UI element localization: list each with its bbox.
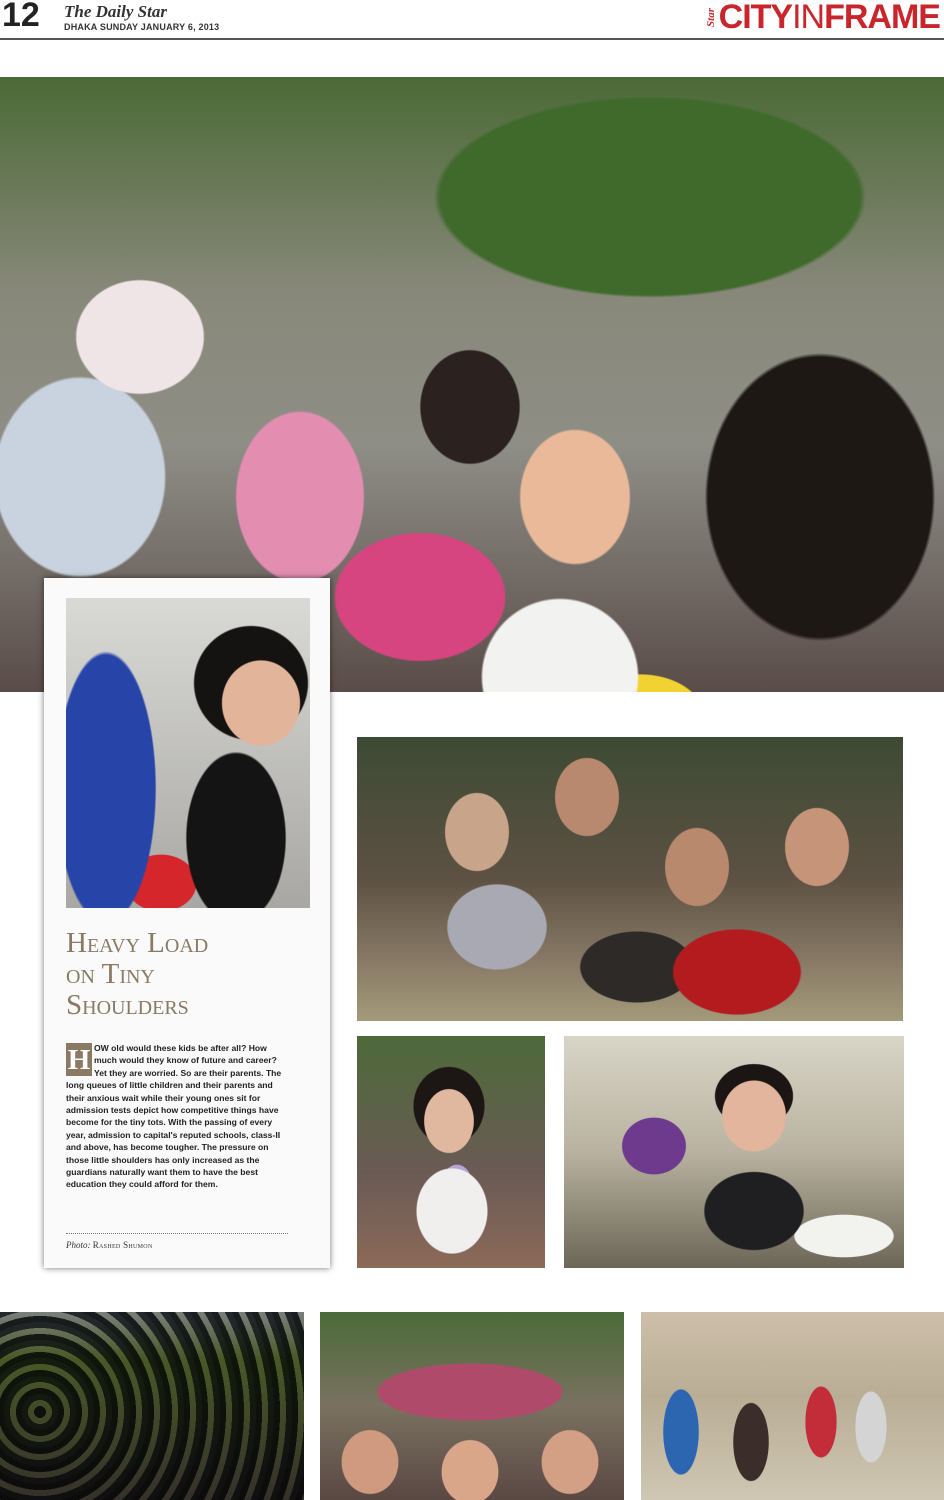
- photo-credit: [66, 1240, 153, 1250]
- story-headline: [66, 928, 306, 1021]
- dotted-divider: [66, 1233, 288, 1234]
- photo-crowd-outside-school: [0, 1312, 304, 1500]
- headline-line-3: Shoulders: [66, 989, 189, 1021]
- section-title-city: CITY: [718, 0, 793, 36]
- drop-cap: H: [67, 1044, 91, 1076]
- photo-anxious-parents: [357, 737, 903, 1021]
- story-body-text: OW old would these kids be after all? How much would they know of future and career? Yet they are worried. So are their parents. The long queues of little children and their parents and their anxious wait while their young ones sit for admission tests depict how competitive things have become for the tiny tots. With the passing of every year, admission to capital's reputed schools, class-II and above, has become tougher. The pressure on those little shoulders has only increased as the guardians naturally want them to have the best education they could afford for them.: [66, 1043, 282, 1190]
- dateline: DHAKA SUNDAY JANUARY 6, 2013: [64, 22, 220, 32]
- section-title-frame: FRAME: [824, 0, 940, 36]
- photo-classroom-exam: [564, 1036, 904, 1268]
- photo-street-guardians: [641, 1312, 944, 1500]
- section-star-logo: Star: [704, 8, 717, 27]
- story-body: [66, 1042, 288, 1191]
- photo-credit-label: Photo:: [66, 1240, 91, 1250]
- photo-credit-name: Rashed Shumon: [92, 1240, 153, 1250]
- headline-line-2: on Tiny: [66, 958, 155, 990]
- page-number: 12: [2, 0, 40, 34]
- photo-children-queue: [320, 1312, 624, 1500]
- photo-girl-with-guardian: [66, 598, 310, 908]
- header-rule: [0, 38, 944, 40]
- masthead: The Daily Star: [64, 2, 167, 21]
- photo-girl-with-book: [357, 1036, 545, 1268]
- section-title-in: IN: [792, 0, 825, 36]
- section-title: [705, 0, 940, 37]
- headline-line-1: Heavy Load: [66, 927, 209, 959]
